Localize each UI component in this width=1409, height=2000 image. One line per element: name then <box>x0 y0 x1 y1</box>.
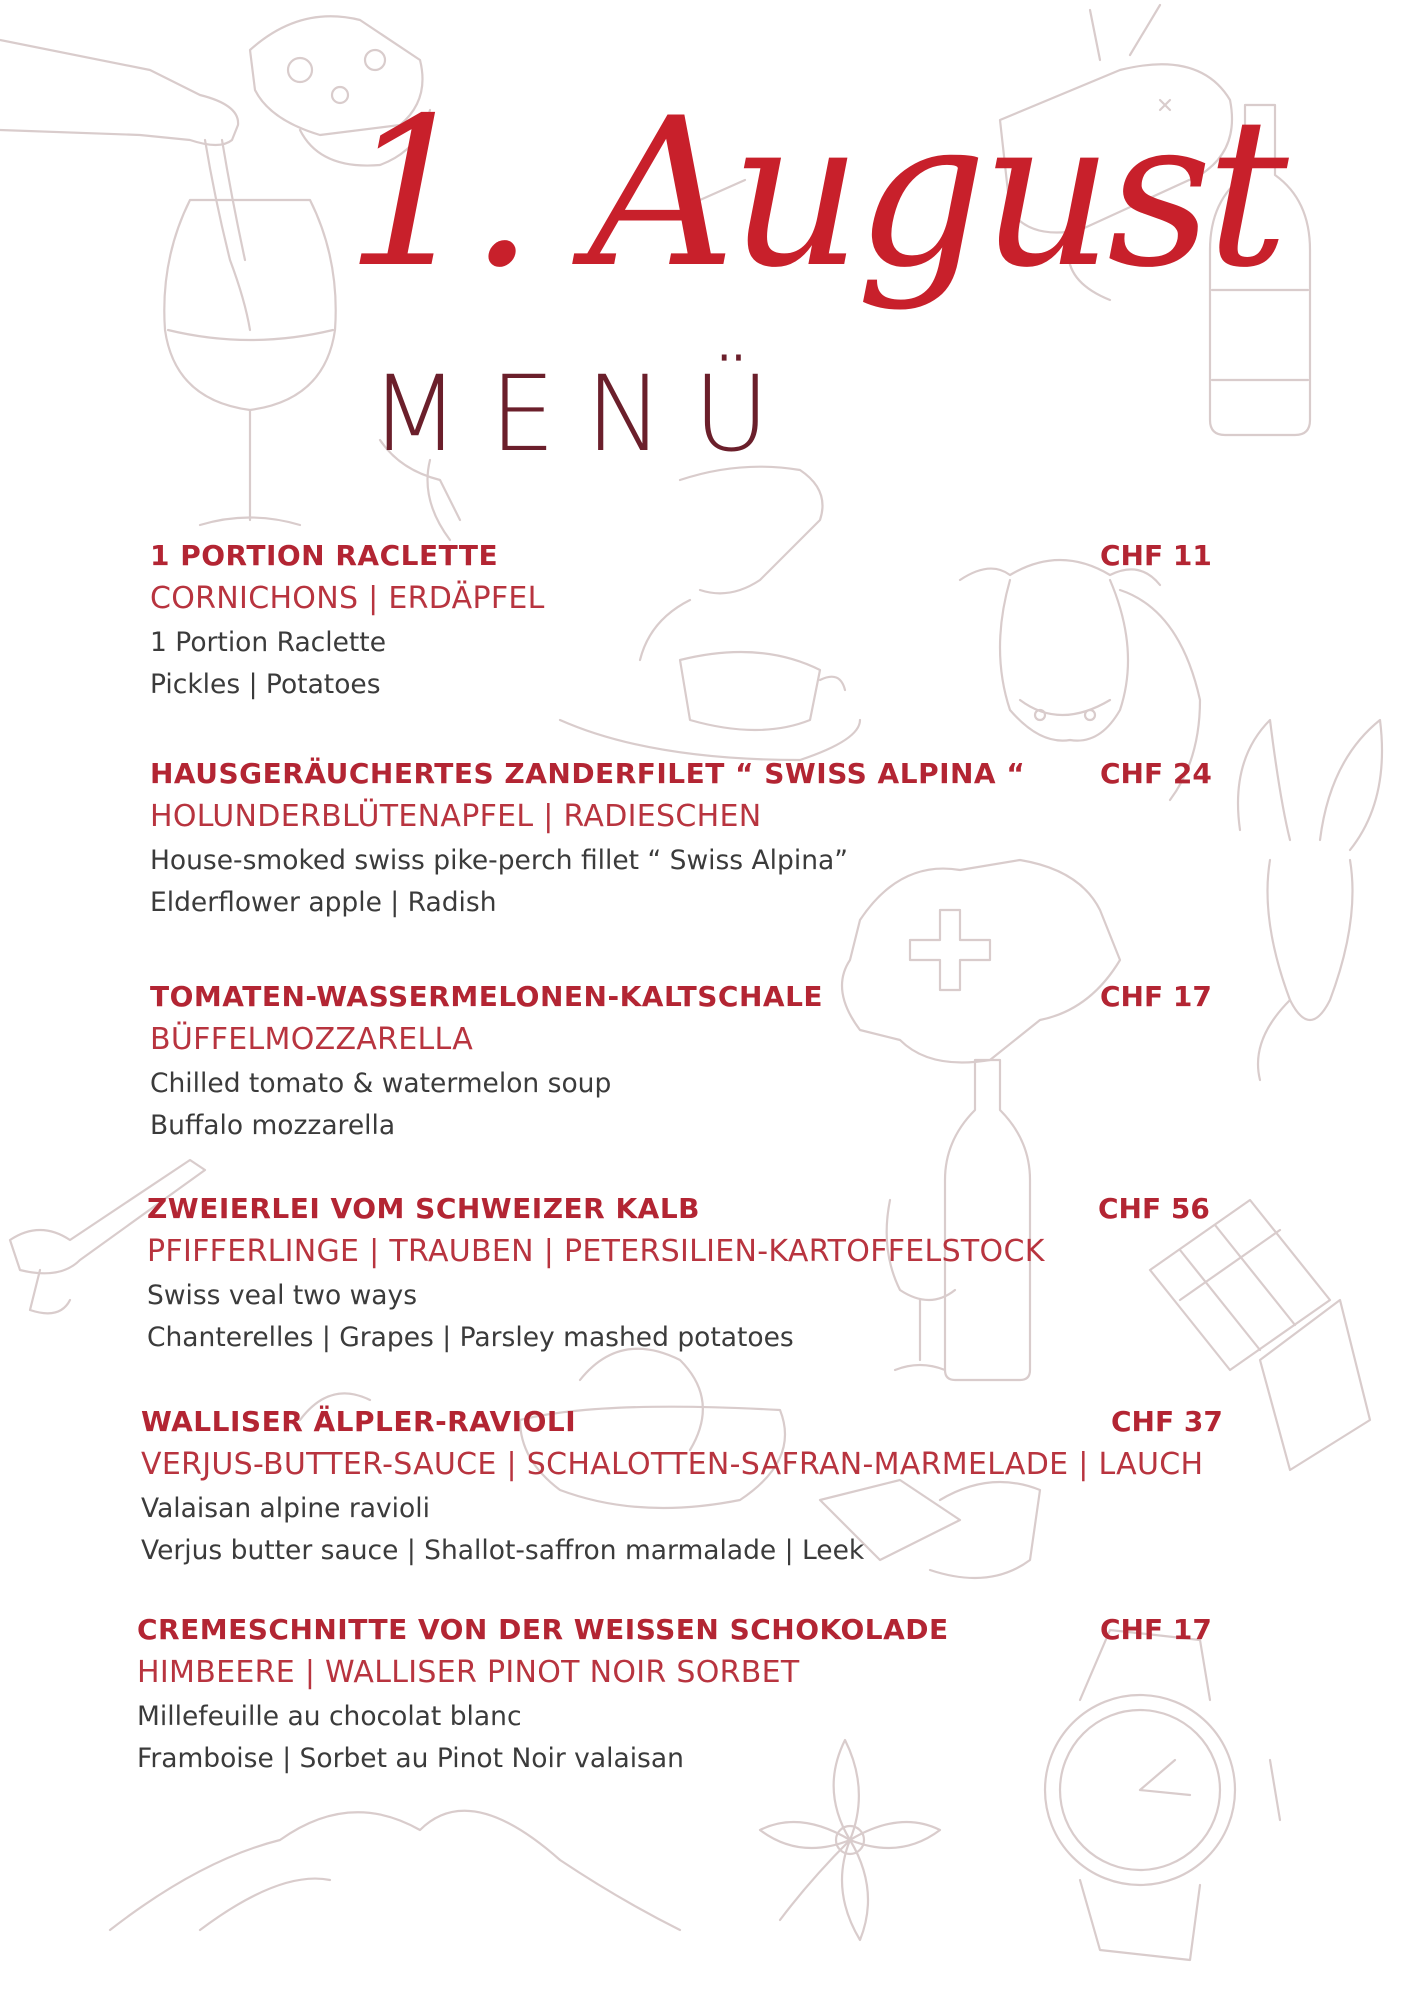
item-description: Valaisan alpine ravioli <box>141 1493 430 1524</box>
item-price: CHF 37 <box>1111 1405 1223 1438</box>
item-name: WALLISER ÄLPLER-RAVIOLI <box>141 1405 577 1438</box>
menu-item <box>150 754 1300 924</box>
item-name: 1 PORTION RACLETTE <box>150 539 499 572</box>
page-subtitle: MENÜ <box>370 353 800 475</box>
item-name: TOMATEN-WASSERMELONEN-KALTSCHALE <box>150 980 824 1013</box>
item-sides: BÜFFELMOZZARELLA <box>150 1022 474 1057</box>
item-sides: VERJUS-BUTTER-SAUCE | SCHALOTTEN-SAFRAN-MARMELADE | LAUCH <box>141 1447 1204 1482</box>
item-description: House-smoked swiss pike-perch fillet “ Swiss Alpina” <box>150 845 848 876</box>
item-price: CHF 17 <box>1100 980 1212 1013</box>
item-sides: HOLUNDERBLÜTENAPFEL | RADIESCHEN <box>150 799 762 834</box>
item-description-2: Pickles | Potatoes <box>150 669 381 700</box>
item-name: CREMESCHNITTE VON DER WEISSEN SCHOKOLADE <box>137 1613 949 1646</box>
wine-glass-icon <box>164 200 335 525</box>
item-sides: HIMBEERE | WALLISER PINOT NOIR SORBET <box>137 1655 800 1690</box>
item-sides: PFIFFERLINGE | TRAUBEN | PETERSILIEN-KARTOFFELSTOCK <box>147 1234 1045 1269</box>
item-name: ZWEIERLEI VOM SCHWEIZER KALB <box>147 1192 701 1225</box>
mountains-icon <box>110 1811 680 1930</box>
menu-item <box>141 1402 1291 1572</box>
item-description: Chilled tomato & watermelon soup <box>150 1068 612 1099</box>
item-name: HAUSGERÄUCHERTES ZANDERFILET “ SWISS ALPINA “ <box>150 757 1026 790</box>
item-sides: CORNICHONS | ERDÄPFEL <box>150 581 545 616</box>
menu-item <box>147 1189 1297 1359</box>
item-description-2: Chanterelles | Grapes | Parsley mashed potatoes <box>147 1322 794 1353</box>
item-price: CHF 11 <box>1100 539 1212 572</box>
item-description: Millefeuille au chocolat blanc <box>137 1701 522 1732</box>
item-price: CHF 17 <box>1100 1613 1212 1646</box>
item-description: 1 Portion Raclette <box>150 627 387 658</box>
menu-item <box>137 1610 1287 1780</box>
item-description-2: Elderflower apple | Radish <box>150 887 497 918</box>
item-price: CHF 24 <box>1100 757 1212 790</box>
item-price: CHF 56 <box>1098 1192 1210 1225</box>
page-title: 1. August <box>345 75 1283 313</box>
item-description-2: Framboise | Sorbet au Pinot Noir valaisan <box>137 1743 684 1774</box>
menu-item <box>150 536 1300 706</box>
menu-item <box>150 977 1300 1147</box>
item-description: Swiss veal two ways <box>147 1280 418 1311</box>
item-description-2: Verjus butter sauce | Shallot-saffron marmalade | Leek <box>141 1535 865 1566</box>
wine-bottle-icon <box>0 40 250 330</box>
item-description-2: Buffalo mozzarella <box>150 1110 396 1141</box>
